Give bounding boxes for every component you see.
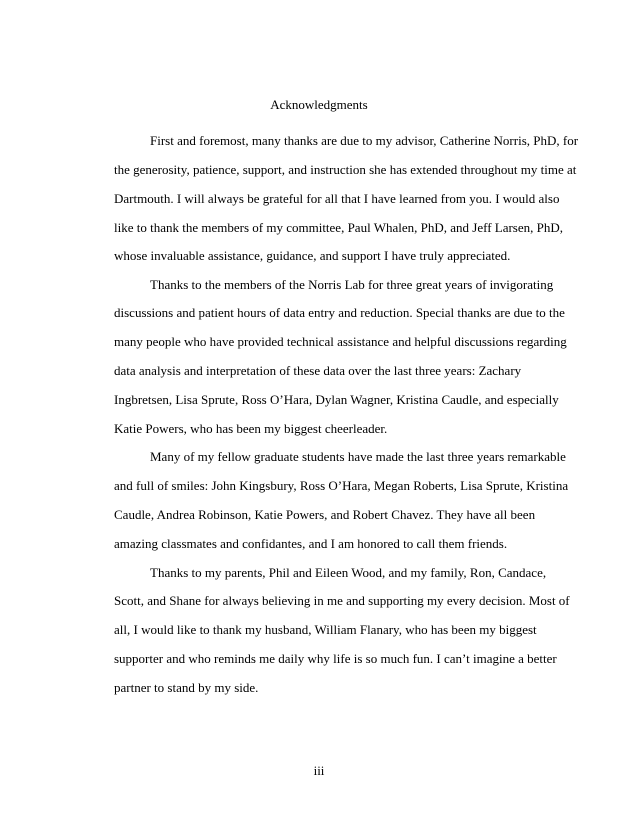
paragraph-1-line-5: whose invaluable assistance, guidance, and support I have truly appreciated. bbox=[114, 248, 511, 263]
paragraph-4-line-2: Scott, and Shane for always believing in me and supporting my every decision. Most of bbox=[114, 593, 570, 608]
paragraph-3-line-1: Many of my fellow graduate students have made the last three years remarkable bbox=[150, 449, 566, 464]
page-number: iii bbox=[313, 763, 325, 778]
paragraph-4-line-5: partner to stand by my side. bbox=[114, 680, 259, 695]
page-title: Acknowledgments bbox=[270, 97, 368, 112]
paragraph-4-line-4: supporter and who reminds me daily why life is so much fun. I can’t imagine a better bbox=[114, 651, 557, 666]
paragraph-2-line-1: Thanks to the members of the Norris Lab for three great years of invigorating bbox=[150, 277, 554, 292]
paragraph-2-line-6: Katie Powers, who has been my biggest cheerleader. bbox=[114, 421, 388, 436]
paragraph-2-line-4: data analysis and interpretation of these data over the last three years: Zachary bbox=[114, 363, 522, 378]
paragraph-1-line-3: Dartmouth. I will always be grateful for all that I have learned from you. I would also bbox=[114, 191, 560, 206]
paragraph-3-line-4: amazing classmates and confidantes, and I am honored to call them friends. bbox=[114, 536, 508, 551]
paragraph-4-line-1: Thanks to my parents, Phil and Eileen Wood, and my family, Ron, Candace, bbox=[150, 565, 547, 580]
paragraph-3-line-2: and full of smiles: John Kingsbury, Ross O’Hara, Megan Roberts, Lisa Sprute, Kristina bbox=[114, 478, 569, 493]
paragraph-3-line-3: Caudle, Andrea Robinson, Katie Powers, and Robert Chavez. They have all been bbox=[114, 507, 536, 522]
paragraph-2-line-5: Ingbretsen, Lisa Sprute, Ross O’Hara, Dylan Wagner, Kristina Caudle, and especially bbox=[114, 392, 559, 407]
paragraph-1-line-4: like to thank the members of my committee, Paul Whalen, PhD, and Jeff Larsen, PhD, bbox=[114, 220, 564, 235]
paragraph-4-line-3: all, I would like to thank my husband, William Flanary, who has been my biggest bbox=[114, 622, 537, 637]
paragraph-2-line-3: many people who have provided technical assistance and helpful discussions regarding bbox=[114, 334, 567, 349]
paragraph-2-line-2: discussions and patient hours of data entry and reduction. Special thanks are due to the bbox=[114, 305, 565, 320]
paragraph-1-line-1: First and foremost, many thanks are due to my advisor, Catherine Norris, PhD, for bbox=[150, 133, 579, 148]
paragraph-1-line-2: the generosity, patience, support, and instruction she has extended throughout my time at bbox=[114, 162, 577, 177]
